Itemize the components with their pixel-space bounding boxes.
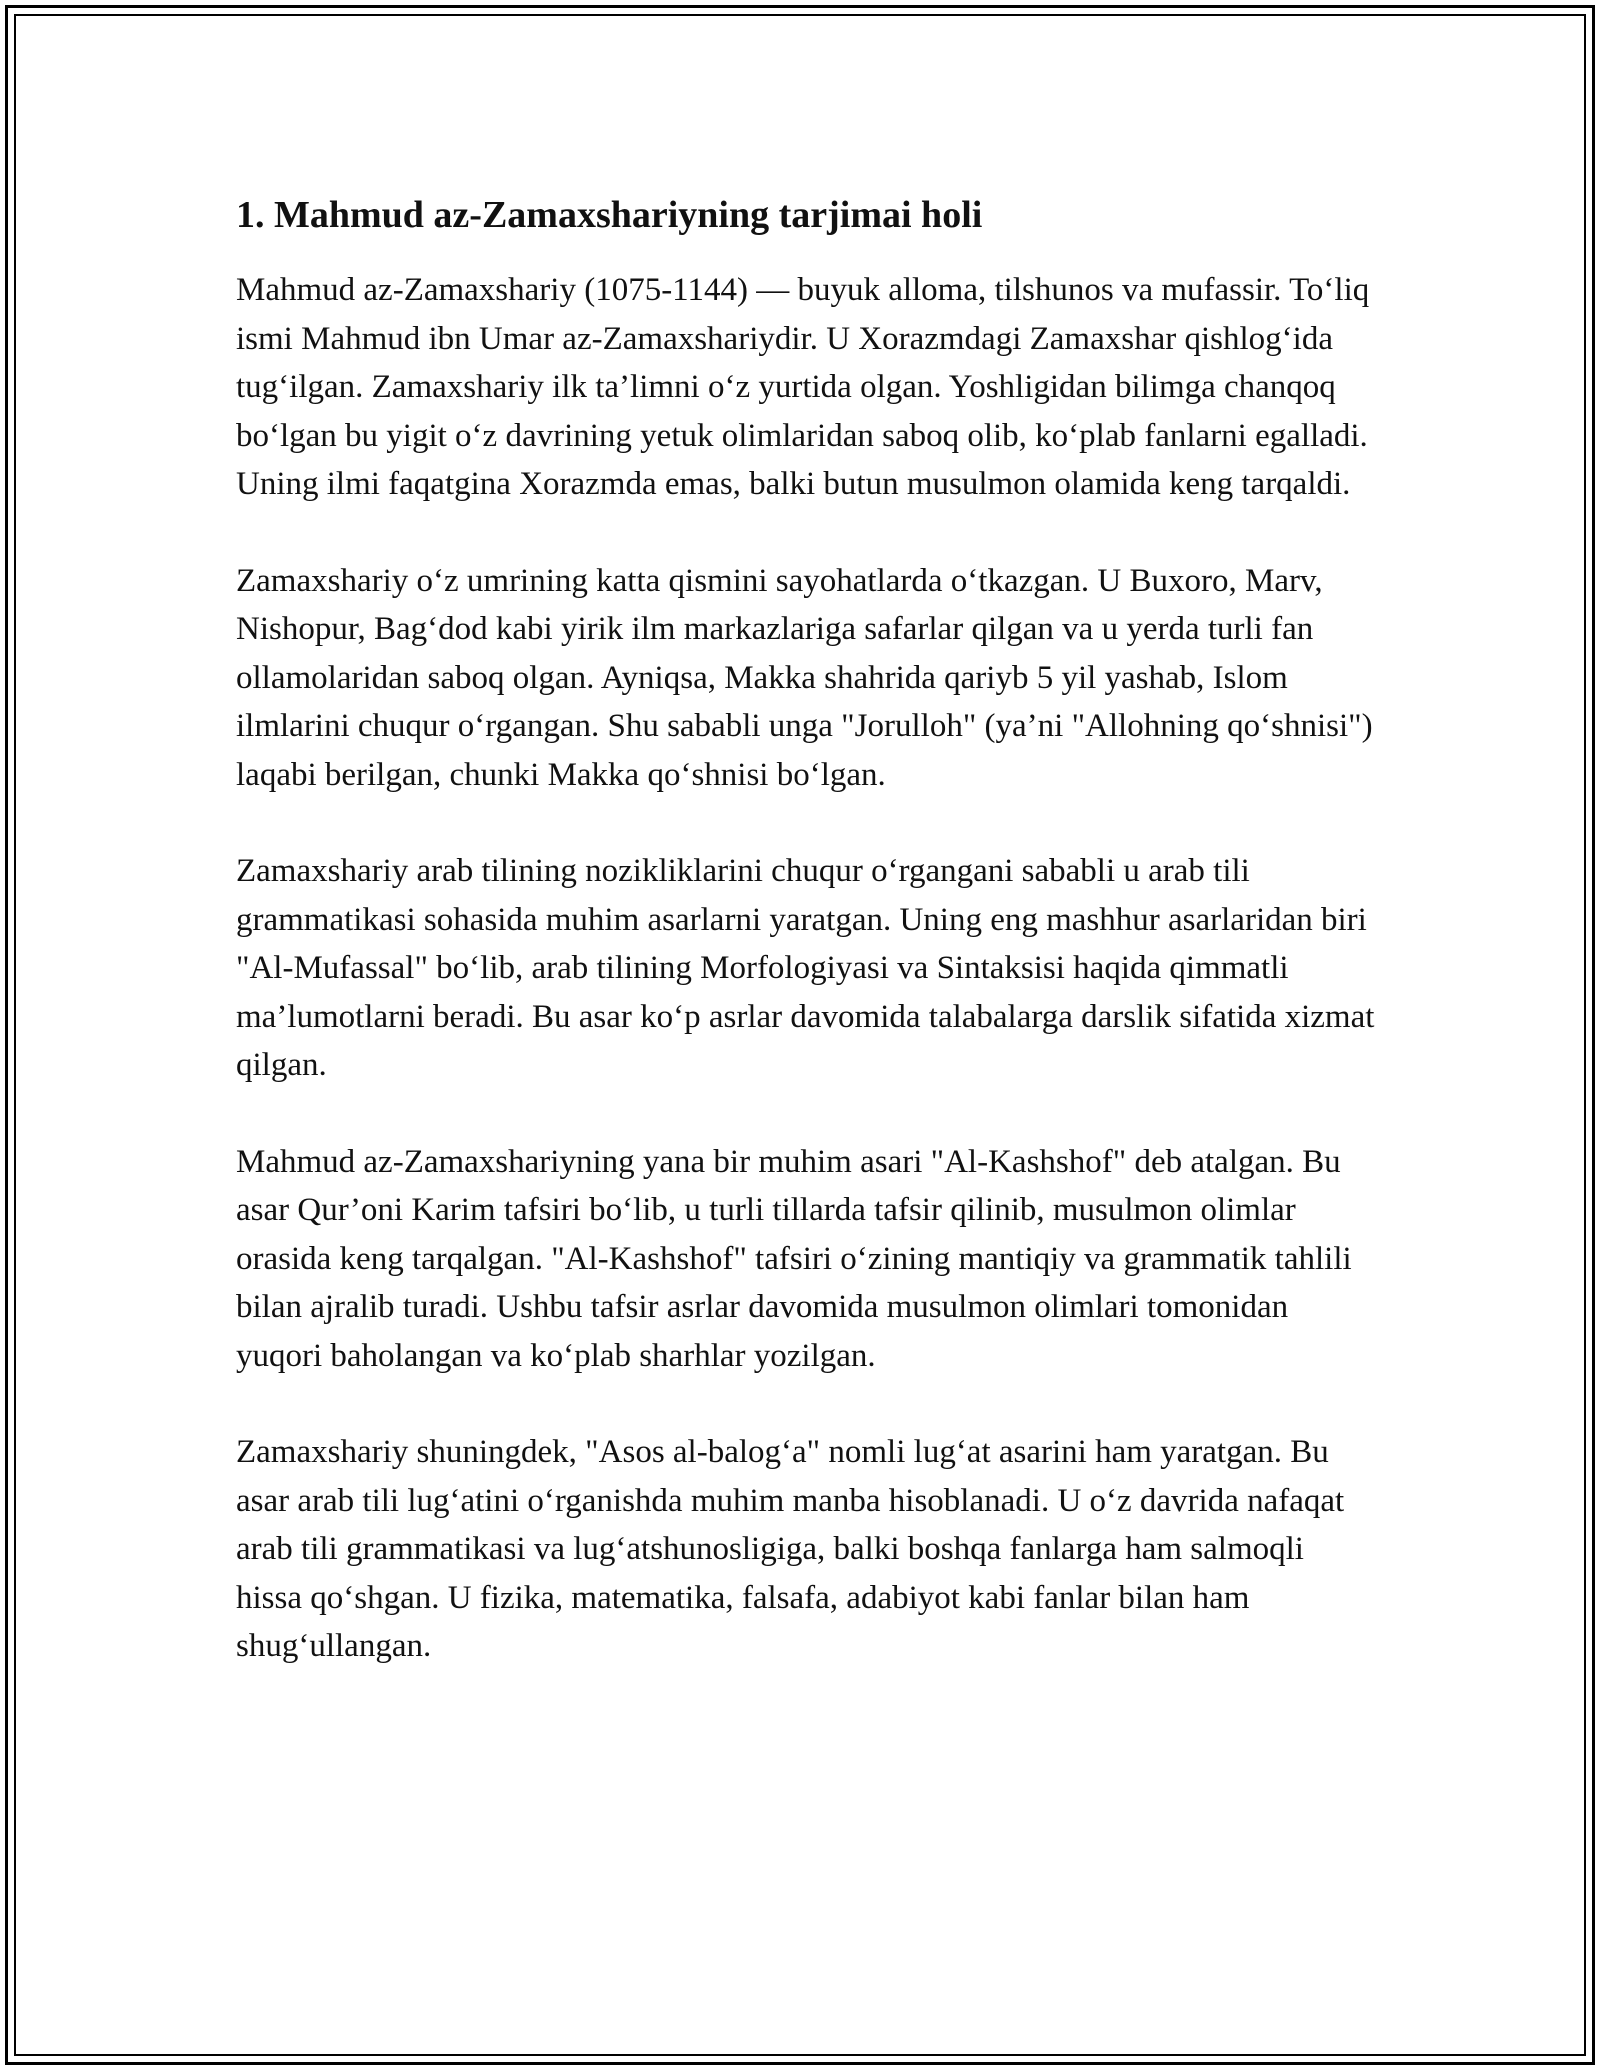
paragraph-biography: Mahmud az-Zamaxshariy (1075-1144) — buyuk alloma, tilshunos va mufassir. To‘liq ismi Mahmud ibn Umar az-Zamaxshariydir. U Xorazmdagi Zamaxshar qishlog‘ida tug‘ilgan. Zamaxshariy ilk ta’limni o‘z yurtida olgan. Yoshligidan bilimga chanqoq bo‘lgan bu yigit o‘z davrining yetuk olimlaridan saboq olib, ko‘plab fanlarni egalladi. Uning ilmi faqatgina Xorazmda emas, balki butun musulmon olamida keng tarqaldi.: [236, 272, 1370, 502]
paragraph-travels: Zamaxshariy o‘z umrining katta qismini sayohatlarda o‘tkazgan. U Buxoro, Marv, Nishopur, Bag‘dod kabi yirik ilm markazlariga safarlar qilgan va u yerda turli fan ollamolaridan saboq olgan. Ayniqsa, Makka shahrida qariyb 5 yil yashab, Islom ilmlarini chuqur o‘rgangan. Shu sababli unga "Jorulloh" (ya’ni "Allohning qo‘shnisi") laqabi berilgan, chunki Makka qo‘shnisi bo‘lgan.: [236, 562, 1373, 793]
paragraph-grammar-works: Zamaxshariy arab tilining nozikliklarini chuqur o‘rgangani sababli u arab tili grammatikasi sohasida muhim asarlarni yaratgan. Uning eng mashhur asarlaridan biri "Al-Mufassal" bo‘lib, arab tilining Morfologiyasi va Sintaksisi haqida qimmatli ma’lumotlarni beradi. Bu asar ko‘p asrlar davomida talabalarga darslik sifatida xizmat qilgan.: [236, 853, 1375, 1083]
paragraph-kashshof: Mahmud az-Zamaxshariyning yana bir muhim asari "Al-Kashshof" deb atalgan. Bu asar Qur’oni Karim tafsiri bo‘lib, u turli tillarda tafsir qilinib, musulmon olimlar orasida keng tarqalgan. "Al-Kashshof" tafsiri o‘zining mantiqiy va grammatik tahlili bilan ajralib turadi. Ushbu tafsir asrlar davomida musulmon olimlari tomonidan yuqori baholangan va ko‘plab sharhlar yozilgan.: [236, 1143, 1352, 1374]
section-title: 1. Mahmud az-Zamaxshariyning tarjimai holi: [236, 194, 983, 236]
document-body: [236, 186, 1376, 1719]
paragraph-dictionary: Zamaxshariy shuningdek, "Asos al-balog‘a" nomli lug‘at asarini ham yaratgan. Bu asar arab tili lug‘atini o‘rganishda muhim manba hisoblanadi. U o‘z davrida nafaqat arab tili grammatikasi va lug‘atshunosligiga, balki boshqa fanlarga ham salmoqli hissa qo‘shgan. U fizika, matematika, falsafa, adabiyot kabi fanlar bilan ham shug‘ullangan.: [236, 1434, 1345, 1664]
